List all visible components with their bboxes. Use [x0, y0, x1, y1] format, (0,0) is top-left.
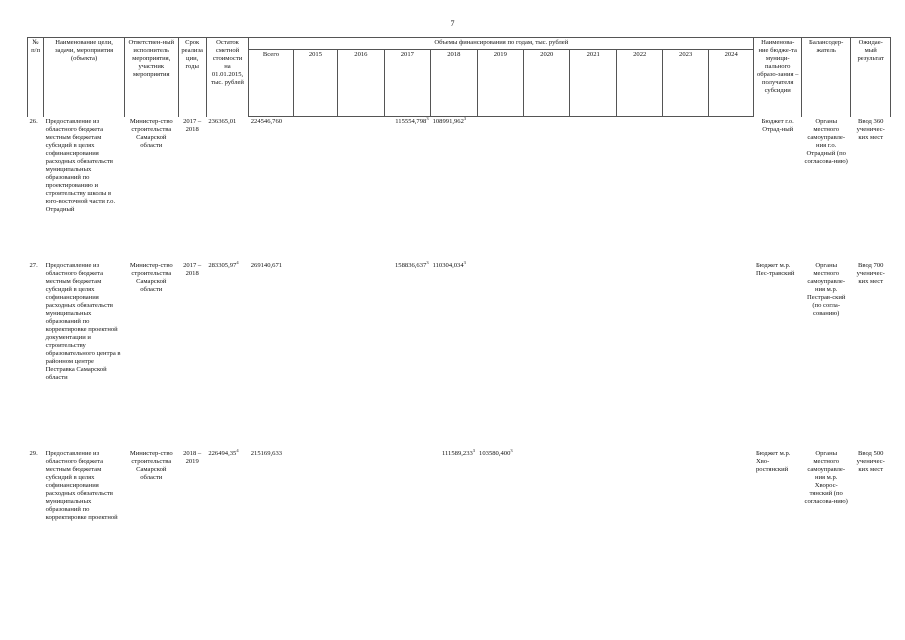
row-y2024 [708, 117, 754, 262]
row-y2019: 103580,400$^3$ [479, 449, 513, 457]
row-result: Ввод 360 ученичес-ких мест [856, 117, 885, 141]
header-result: Ожидае-мый результат [851, 38, 891, 117]
table-row [28, 117, 891, 262]
row-y2024 [708, 449, 754, 571]
row-total: 215169,633 [250, 450, 283, 457]
row-y2023 [663, 117, 708, 262]
row-num: 26. [29, 117, 38, 125]
row-num: 27. [29, 262, 38, 269]
row-budget: Бюджет г.о. Отрад-ный [761, 117, 794, 133]
header-total: Всего [249, 50, 293, 117]
row-y2017 [384, 449, 430, 571]
row-budget: Бюджет м.р. Хво-ростянский [755, 450, 791, 473]
header-year-2020: 2020 [524, 50, 570, 117]
row-name: Предоставление из областного бюджета местным бюджетам субсидий в целях софинансирования расходных обязательств муниципальных образований по проектированию и строительству школы в юго-восточной части г.о. Отрадный [45, 117, 116, 213]
header-year-2015: 2015 [293, 50, 337, 117]
header-year-2019: 2019 [477, 50, 523, 117]
row-responsible: Министер-ство строительства Самарской области [129, 262, 173, 293]
row-y2022 [616, 117, 662, 262]
header-responsible: Ответствен-ный исполнитель мероприятия, участник мероприятия [124, 38, 178, 117]
row-y2019 [477, 117, 523, 262]
row-y2020 [524, 261, 570, 449]
header-budget: Наименова-ние бюдже-та муници-пального образо-зания – получателя субсидии [754, 38, 801, 117]
row-responsible: Министер-ство строительства Самарской области [129, 117, 173, 149]
row-y2018: 110304,034$^3$ [432, 261, 466, 269]
header-volumes: Объемы финансирования по годам, тыс. рублей [249, 38, 754, 50]
header-num: № п/п [28, 38, 44, 117]
header-year-2016: 2016 [338, 50, 384, 117]
header-year-2023: 2023 [663, 50, 708, 117]
row-result: Ввод 500 ученичес-ких мест [856, 450, 885, 473]
row-term: 2018 – 2019 [183, 450, 202, 465]
row-name: Предоставление из областного бюджета местным бюджетам субсидий в целях софинансирования расходных обязательств муниципальных образований по корректировке проектной [45, 450, 118, 521]
row-total: 269140,671 [250, 262, 283, 269]
row-y2023 [663, 261, 708, 449]
header-remainder: Остаток сметной стоимости на 01.01.2015, тыс. рублей [206, 38, 248, 117]
row-y2021 [570, 117, 616, 262]
row-y2018: 108991,962$^3$ [432, 116, 467, 125]
header-holder: Балансодер-жатель [801, 38, 851, 117]
row-responsible: Министер-ство строительства Самарской области [129, 450, 173, 481]
row-y2016 [338, 117, 384, 262]
row-y2015 [293, 117, 337, 262]
row-y2015 [293, 449, 337, 571]
row-budget: Бюджет м.р. Пес-травский [755, 262, 795, 277]
table-row [28, 449, 891, 571]
row-num: 29. [29, 450, 38, 457]
row-holder: Органы местного самоуправле-ния м.р. Хворос-тянский (по согласова-нию) [804, 450, 848, 505]
row-y2022 [616, 449, 662, 571]
row-term: 2017 – 2018 [183, 262, 202, 277]
row-name: Предоставление из областного бюджета местным бюджетам субсидий в целях софинансирования расходных обязательств муниципальных образований по корректировке проектной документации и строительству образовательного центра в районном центре Пестравка Самарской области [45, 262, 121, 381]
row-y2016 [338, 261, 384, 449]
header-year-2018: 2018 [431, 50, 477, 117]
row-remainder: 226494,35$^4$ [208, 449, 239, 457]
header-year-2024: 2024 [708, 50, 754, 117]
row-total: 224546,760 [250, 118, 283, 125]
row-result: Ввод 700 ученичес-ких мест [856, 262, 885, 285]
header-year-2021: 2021 [570, 50, 616, 117]
header-term: Срок реализа ции, годы [178, 38, 206, 117]
financing-table [27, 37, 891, 571]
row-remainder: 283305,97$^4$ [208, 261, 239, 269]
row-y2020 [524, 449, 570, 571]
row-y2016 [338, 449, 384, 571]
row-y2019 [477, 261, 523, 449]
row-y2023 [663, 449, 708, 571]
row-remainder: 236365,01 [208, 117, 237, 125]
row-y2015 [293, 261, 337, 449]
row-holder: Органы местного самоуправле-ния г.о. Отрадный (по согласова-нию) [804, 117, 848, 165]
row-y2021 [570, 261, 616, 449]
header-name: Наименование цели, задачи, мероприятия (объекта) [44, 38, 125, 117]
row-y2017: 158836,637$^3$ [395, 261, 429, 269]
page-number: 7 [450, 19, 455, 28]
row-y2021 [570, 449, 616, 571]
table-row [28, 261, 891, 449]
row-y2018: 111589,233$^3$ [441, 449, 476, 457]
header-year-2022: 2022 [616, 50, 662, 117]
row-y2022 [616, 261, 662, 449]
row-y2020 [524, 117, 570, 262]
row-term: 2017 – 2018 [183, 117, 202, 133]
row-y2017: 115554,798$^3$ [395, 116, 429, 125]
row-y2024 [708, 261, 754, 449]
header-year-2017: 2017 [384, 50, 430, 117]
row-holder: Органы местного самоуправле-ния м.р. Пестрав-ский (по согла-сованию) [806, 262, 846, 317]
